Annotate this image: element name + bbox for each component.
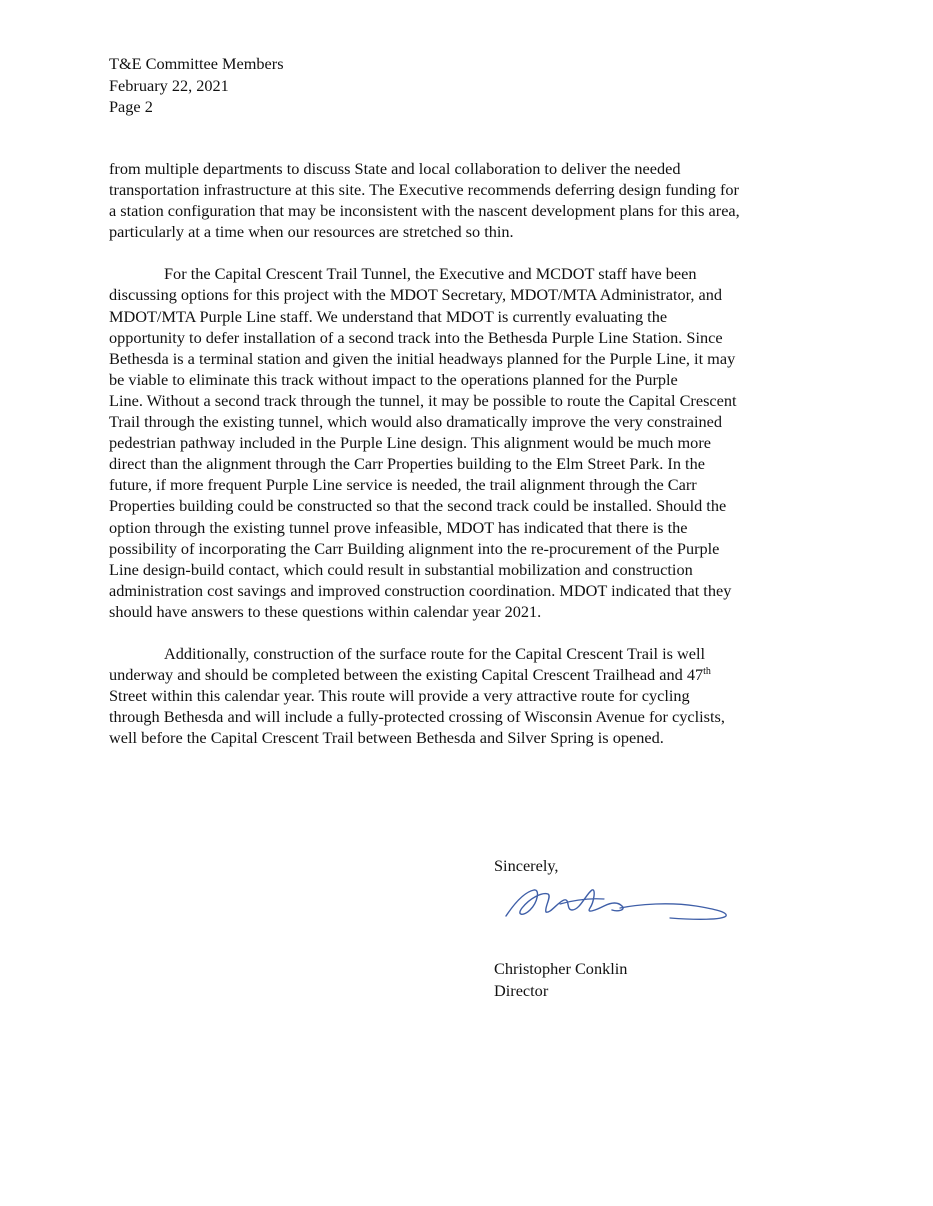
text-line: transportation infrastructure at this site. The Executive recommends deferring design funding for [109, 180, 739, 200]
text-line: Bethesda is a terminal station and given the initial headways planned for the Purple Line, it may [109, 348, 736, 368]
paragraph-3 [109, 643, 829, 748]
text-line: administration cost savings and improved construction coordination. MDOT indicated that they [109, 580, 732, 600]
text-line: be viable to eliminate this track without impact to the operations planned for the Purple [109, 369, 678, 389]
signer-block [494, 958, 627, 1001]
text-line [109, 664, 829, 685]
text-line: Line design-build contact, which could result in substantial mobilization and construction [109, 559, 693, 579]
text-line: discussing options for this project with the MDOT Secretary, MDOT/MTA Administrator, and [109, 285, 723, 305]
text-line: pedestrian pathway included in the Purple Line design. This alignment would be much more [109, 433, 711, 453]
text-line: For the Capital Crescent Trail Tunnel, the Executive and MCDOT staff have been [164, 264, 697, 284]
signer-name: Christopher Conklin [494, 959, 628, 978]
recipient-line: T&E Committee Members [109, 54, 284, 73]
text-line: direct than the alignment through the Carr Properties building to the Elm Street Park. In the [109, 454, 705, 474]
text-line: future, if more frequent Purple Line service is needed, the trail alignment through the Carr [109, 475, 697, 495]
text-line: through Bethesda and will include a fully-protected crossing of Wisconsin Avenue for cyclists, [109, 707, 725, 727]
text-line: Trail through the existing tunnel, which would also dramatically improve the very constrained [109, 412, 722, 432]
superscript-ordinal: th [703, 666, 711, 678]
paragraph-1 [109, 158, 829, 242]
text-line: MDOT/MTA Purple Line staff. We understand that MDOT is currently evaluating the [109, 306, 668, 326]
text-line: Additionally, construction of the surface route for the Capital Crescent Trail is well [164, 643, 706, 663]
date-line: February 22, 2021 [109, 75, 229, 95]
closing-salutation: Sincerely, [494, 856, 559, 875]
paragraph-2 [109, 263, 829, 622]
text-line: opportunity to defer installation of a second track into the Bethesda Purple Line Station. Since [109, 327, 723, 347]
text-line: option through the existing tunnel prove infeasible, MDOT has indicated that there is the [109, 517, 688, 537]
text-line: Street within this calendar year. This route will provide a very attractive route for cycling [109, 686, 690, 706]
text-line: Properties building could be constructed so that the second track could be installed. Should the [109, 496, 727, 516]
signer-title: Director [494, 980, 549, 1000]
text-line: particularly at a time when our resources are stretched so thin. [109, 222, 514, 242]
text-line: a station configuration that may be inconsistent with the nascent development plans for this area, [109, 201, 740, 221]
text-line: from multiple departments to discuss State and local collaboration to deliver the needed [109, 159, 681, 178]
handwritten-signature [500, 880, 732, 930]
text-line: well before the Capital Crescent Trail between Bethesda and Silver Spring is opened. [109, 728, 664, 748]
text-line: should have answers to these questions within calendar year 2021. [109, 601, 542, 621]
text-line: possibility of incorporating the Carr Building alignment into the re-procurement of the Purple [109, 538, 720, 558]
letter-body [109, 158, 829, 769]
letter-header [109, 53, 284, 118]
text-segment: underway and should be completed between the existing Capital Crescent Trailhead and 47 [109, 665, 704, 685]
page-number: Page 2 [109, 97, 153, 116]
text-line: Line. Without a second track through the tunnel, it may be possible to route the Capital Crescent [109, 390, 737, 410]
